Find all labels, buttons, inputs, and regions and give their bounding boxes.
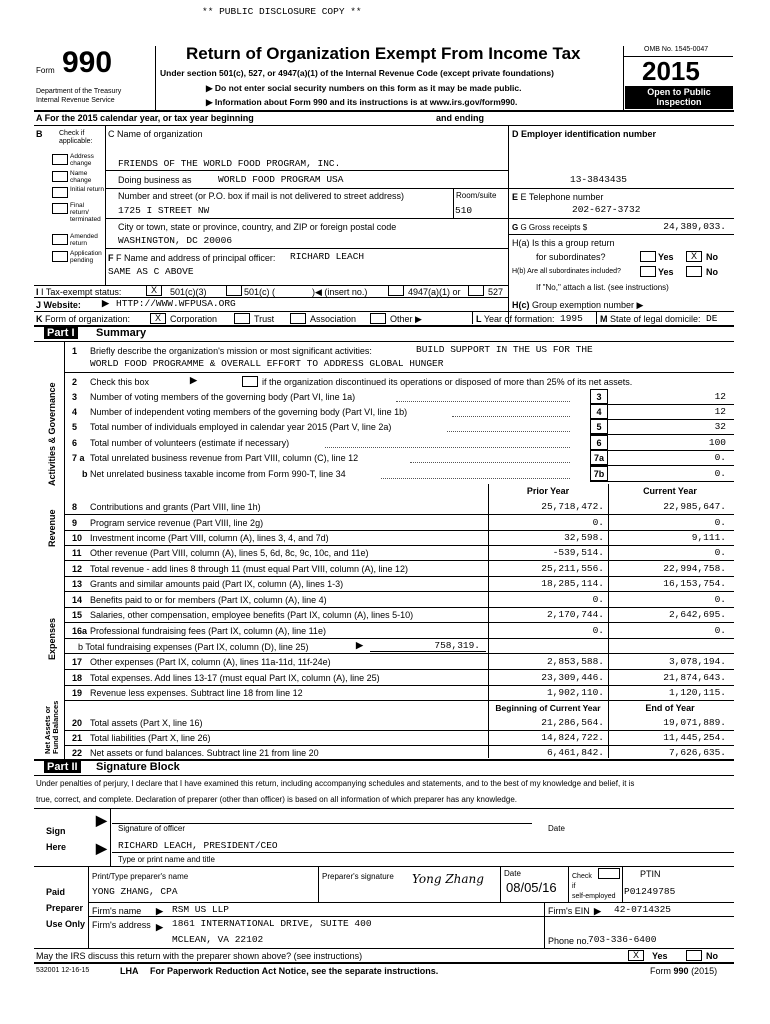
sign-arrow-1: ▶ [96,812,107,828]
net-assets-line-21-label: Total liabilities (Part X, line 26) [90,733,211,743]
signature-of-officer-label: Signature of officer [118,824,186,833]
expense-line-19-number: 19 [72,688,83,698]
beginning-of-year-header: Beginning of Current Year [495,703,601,713]
gov-line-5-number: 5 [72,422,78,432]
revenue-line-9-rule [64,530,734,531]
net-assets-line-20-current: 19,071,889. [663,717,726,728]
revenue-line-9-label: Program service revenue (Part VIII, line 2g) [90,518,264,528]
open-to-public-badge: Open to Public Inspection [625,86,733,109]
expense-line-16a-number: 16a [72,626,88,636]
applicable-label: applicable: [59,138,93,145]
amended-return-label: Amended return [70,233,98,247]
revenue-line-11-prior: -539,514. [552,547,604,558]
gross-receipts-label: G G Gross receipts $ [512,223,588,232]
omb-number: OMB No. 1545-0047 [644,46,709,53]
self-employed-checkbox[interactable] [598,868,620,879]
gov-line-8-box: 7b [590,466,608,481]
part-1-title: Summary [96,327,147,339]
firm-address-arrow: ▶ [156,922,163,932]
self-employed-label: self-employed [572,893,616,900]
subordinates-no-label: No [706,267,718,277]
phone-value: 703-336-6400 [588,934,657,945]
501c3-checkbox[interactable]: X [146,285,162,296]
group-exemption-label: H(c) Group exemption number ▶ [512,300,644,310]
gov-line-5-rule [590,434,734,435]
expense-line-16a-rule [64,638,734,639]
paid-label: Paid [46,887,66,897]
gov-line-7-value: 0. [714,452,726,463]
firm-ein-value: 42-0714325 [614,904,672,915]
expense-line-18-prior: 23,309,446. [541,672,604,683]
initial-return-checkbox[interactable] [52,187,68,198]
revenue-line-10-label: Investment income (Part VIII, column (A), lines 3, 4, and 7d) [90,533,329,543]
subordinates-note: If "No," attach a list. (see instructions) [536,283,669,292]
officer-date-label: Date [548,824,565,833]
principal-officer-address: SAME AS C ABOVE [108,266,194,277]
info-notice: ▶ Information about Form 990 and its instructions is at www.irs.gov/form990. [206,97,518,107]
revenue-line-10-current: 9,111. [691,532,726,543]
paperwork-notice: For Paperwork Reduction Act Notice, see the separate instructions. [150,966,439,976]
year-of-formation-label: L Year of formation: [476,314,555,324]
discuss-yes-checkbox[interactable]: X [628,950,644,961]
revenue-sidebar: Revenue [47,509,57,547]
line-16b-arrow: ▶ [356,640,363,650]
footer-form-label: Form 990 (2015) [650,966,718,976]
city-value: WASHINGTON, DC 20006 [118,235,233,246]
part-1-label: Part I [44,327,78,339]
website-arrow: ▶ [102,298,109,308]
line-2-arrow: ▶ [190,375,197,385]
phone-label: Phone no. [548,936,590,946]
irs-discuss-label: May the IRS discuss this return with the preparer shown above? (see instructions) [36,951,363,961]
revenue-line-9-current: 0. [714,517,726,528]
officer-name-title: RICHARD LEACH, PRESIDENT/CEO [118,840,278,851]
expense-line-19-prior: 1,902,110. [546,687,604,698]
expense-line-18-current: 21,874,643. [663,672,726,683]
lha-label: LHA [120,966,139,976]
gov-line-3-rule [590,404,734,405]
gov-line-6-leader [325,447,570,448]
address-change-checkbox[interactable] [52,154,68,165]
501c-label: 501(c) ( [244,287,276,297]
street-value: 1725 I STREET NW [118,205,210,216]
net-assets-line-21-current: 11,445,254. [663,732,726,743]
if-label: if [572,883,576,890]
tax-exempt-status-label: I I Tax-exempt status: [36,287,122,297]
gov-line-6-value: 100 [708,437,726,448]
gov-line-3-leader [396,401,571,402]
corporation-label: Corporation [170,314,218,324]
section-b-label: B [36,129,43,139]
gov-line-7-leader [410,462,570,463]
sign-label: Sign [46,826,66,836]
revenue-line-12-label: Total revenue - add lines 8 through 11 (must equal Part VIII, column (A), line 12) [90,564,408,574]
net-assets-line-20-label: Total assets (Part X, line 16) [90,718,203,728]
end-of-year-header: End of Year [645,703,695,713]
expense-line-14-label: Benefits paid to or for members (Part IX, column (A), line 4) [90,595,327,605]
principal-officer-label: F F Name and address of principal officer: [108,253,276,263]
gov-line-7-number: 7 a [72,453,85,463]
gov-line-5-label: Total number of individuals employed in calendar year 2015 (Part V, line 2a) [90,422,392,432]
preparer-signature: Yong Zhang [412,872,484,886]
revenue-line-8-current: 22,985,647. [663,501,726,512]
preparer-signature-label: Preparer's signature [322,872,394,881]
line-2-label: Check this box [90,377,150,387]
association-checkbox[interactable] [290,313,306,324]
expense-line-19-label: Revenue less expenses. Subtract line 18 from line 12 [90,688,303,698]
firm-address-label: Firm's address [92,920,151,930]
year-of-formation-value: 1995 [560,313,583,324]
net-assets-line-21-rule [64,745,734,746]
group-return-sub-label: for subordinates? [536,252,606,262]
form-label: Form [36,66,55,75]
expenses-sidebar: Expenses [47,617,57,660]
sign-arrow-2: ▶ [96,840,107,856]
officer-signature-field[interactable] [112,810,532,824]
revenue-line-9-prior: 0. [592,517,604,528]
net-assets-line-20-number: 20 [72,718,83,728]
revenue-line-10-prior: 32,598. [564,532,604,543]
form-number: 990 [62,46,113,79]
subordinates-label: H(b) Are all subordinates included? [512,268,621,275]
preparer-name-value: YONG ZHANG, CPA [92,886,178,897]
expense-line-13-label: Grants and similar amounts paid (Part IX, column (A), lines 1-3) [90,579,344,589]
dba-value: WORLD FOOD PROGRAM USA [218,174,344,185]
527-checkbox[interactable] [468,285,484,296]
gov-line-4-label: Number of independent voting members of the governing body (Part VI, line 1b) [90,407,408,417]
expense-line-13-rule [64,591,734,592]
gov-line-7-rule [590,465,734,466]
group-return-yes-checkbox[interactable] [640,251,656,262]
gov-line-6-box: 6 [590,435,608,450]
tax-year: 2015 [642,56,700,86]
other-checkbox[interactable] [370,313,386,324]
line-2-number: 2 [72,377,78,387]
firm-address-line-2: MCLEAN, VA 22102 [172,934,264,945]
group-return-label: H(a) Is this a group return [512,238,615,248]
section-c-label: C Name of organization [108,129,203,139]
website-label: J Website: [36,300,81,310]
gross-receipts-value: 24,389,033. [663,221,726,232]
firm-address-line-1: 1861 INTERNATIONAL DRIVE, SUITE 400 [172,918,372,929]
gov-line-3-label: Number of voting members of the governing body (Part VI, line 1a) [90,392,356,402]
preparer-date-value: 08/05/16 [506,880,557,895]
expense-line-19-current: 1,120,115. [668,687,726,698]
dept-irs: Internal Revenue Service [36,97,115,104]
discuss-no-label: No [706,951,718,961]
prior-year-header: Prior Year [526,486,570,496]
expense-line-16a-label: Professional fundraising fees (Part IX, column (A), line 11e) [90,626,326,636]
form-of-org-label: K Form of organization: [36,314,131,324]
expense-line-18-rule [64,685,734,686]
net-assets-line-21-prior: 14,824,722. [541,732,604,743]
line-2-text: if the organization discontinued its operations or disposed of more than 25% of its net assets. [262,377,633,387]
group-return-no-checkbox[interactable]: X [686,251,702,262]
mission-line-2: WORLD FOOD PROGRAMME & OVERALL EFFORT TO ADDRESS GLOBAL HUNGER [90,358,444,369]
amended-return-checkbox[interactable] [52,234,68,245]
revenue-line-12-current: 22,994,758. [663,563,726,574]
expense-line-17-current: 3,078,194. [668,656,726,667]
part-2-label: Part II [44,761,81,773]
trust-label: Trust [254,314,275,324]
website-value[interactable]: HTTP://WWW.WFPUSA.ORG [116,298,236,309]
preparer-label: Preparer [46,903,84,913]
revenue-line-11-number: 11 [72,548,82,558]
application-pending-label: Application pending [70,250,102,264]
expense-line-16a-prior: 0. [592,625,604,636]
group-return-yes-label: Yes [658,252,674,262]
revenue-line-12-number: 12 [72,564,83,574]
state-domicile-label: M State of legal domicile: [600,314,701,324]
expense-line-17-rule [64,669,734,670]
501c-checkbox[interactable] [226,285,242,296]
net-assets-line-22-label: Net assets or fund balances. Subtract line 21 from line 20 [90,748,319,758]
perjury-statement-1: Under penalties of perjury, I declare that I have examined this return, including accompanying schedules and statements, and to the best of my knowledge and belief, it is [36,779,635,788]
corporation-checkbox[interactable]: X [150,313,166,324]
expense-line-19-rule [64,700,734,701]
telephone-label: E E Telephone number [512,192,604,202]
trust-checkbox[interactable] [234,313,250,324]
expense-line-14-prior: 0. [592,594,604,605]
revenue-line-9-number: 9 [72,518,78,528]
gov-line-4-box: 4 [590,404,608,419]
net-assets-sidebar: Net Assets or Fund Balances [43,700,60,754]
expense-line-13-prior: 18,285,114. [541,578,604,589]
line-16b-value: 758,319. [434,640,480,651]
room-value: 510 [455,205,473,216]
gov-line-4-value: 12 [714,406,726,417]
insert-no-label: )◀ (insert no.) [312,287,368,297]
revenue-line-8-label: Contributions and grants (Part VIII, line 1h) [90,502,261,512]
gov-line-8-label: Net unrelated business taxable income from Form 990-T, line 34 [90,469,346,479]
discuss-no-checkbox[interactable] [686,950,702,961]
net-assets-line-22-prior: 6,461,842. [546,747,604,758]
revenue-line-11-current: 0. [714,547,726,558]
state-domicile-value: DE [706,313,718,324]
gov-line-8-leader [381,478,570,479]
net-assets-line-22-current: 7,626,635. [668,747,726,758]
group-return-no-label: No [706,252,718,262]
gov-line-6-number: 6 [72,438,78,448]
501c3-label: 501(c)(3) [170,287,207,297]
form-code: 532001 12-16-15 [36,967,90,974]
expense-line-17-number: 17 [72,657,83,667]
discontinued-checkbox[interactable] [242,376,258,387]
expense-line-15-rule [64,622,734,623]
net-assets-line-20-rule [64,730,734,731]
subordinates-yes-label: Yes [658,267,674,277]
gov-line-3-value: 12 [714,391,726,402]
dept-treasury: Department of the Treasury [36,88,122,95]
revenue-line-8-rule [64,514,734,515]
expense-line-14-current: 0. [714,594,726,605]
dba-label: Doing business as [118,175,192,185]
expense-line-14-number: 14 [72,595,83,605]
expense-line-18-label: Total expenses. Add lines 13-17 (must equal Part IX, column (A), line 25) [90,673,380,683]
expense-line-16a-current: 0. [714,625,726,636]
ptin-value: P01249785 [624,886,676,897]
expense-line-14-rule [64,607,734,608]
net-assets-line-20-prior: 21,286,564. [541,717,604,728]
current-year-header: Current Year [643,486,697,496]
gov-line-6-label: Total number of volunteers (estimate if necessary) [90,438,290,448]
gov-line-4-leader [452,416,570,417]
firm-name-arrow: ▶ [156,906,163,916]
firm-name-value: RSM US LLP [172,904,230,915]
expense-line-15-current: 2,642,695. [668,609,726,620]
form-title: Return of Organization Exempt From Income Tax [186,44,581,63]
street-label: Number and street (or P.O. box if mail is not delivered to street address) [118,191,404,201]
expense-line-17-prior: 2,853,588. [546,656,604,667]
gov-line-8-rule [590,481,734,482]
4947a1-label: 4947(a)(1) or [408,287,461,297]
public-disclosure-note: ** PUBLIC DISCLOSURE COPY ** [202,6,362,17]
association-label: Association [310,314,357,324]
gov-line-4-rule [590,419,734,420]
mission-line-1: BUILD SUPPORT IN THE US FOR THE [416,344,593,355]
check-label: Check [572,873,592,880]
line-a-label: A For the 2015 calendar year, or tax year beginning [36,113,254,123]
gov-line-5-box: 5 [590,419,608,434]
room-label: Room/suite [456,191,497,200]
expense-line-15-prior: 2,170,744. [546,609,604,620]
gov-line-3-number: 3 [72,392,78,402]
revenue-line-10-rule [64,545,734,546]
gov-line-8-number: b [82,469,88,479]
firm-name-label: Firm's name [92,906,142,916]
net-assets-line-21-number: 21 [72,733,83,743]
form-subtitle: Under section 501(c), 527, or 4947(a)(1) of the Internal Revenue Code (except private foundations) [160,68,554,78]
4947a1-checkbox[interactable] [388,285,404,296]
firm-ein-arrow: ▶ [594,906,601,916]
revenue-line-12-prior: 25,211,556. [541,563,604,574]
other-label: Other ▶ [390,314,422,324]
line-1-number: 1 [72,346,78,356]
line-1-label: Briefly describe the organization's mission or most significant activities: [90,346,372,356]
section-d-label: D Employer identification number [512,129,657,139]
gov-line-7-box: 7a [590,450,608,465]
and-ending-label: and ending [436,113,484,123]
line-16b-label: b Total fundraising expenses (Part IX, column (D), line 25) [78,642,309,652]
final-return-checkbox[interactable] [52,203,68,214]
gov-line-4-number: 4 [72,407,78,417]
revenue-line-11-rule [64,560,734,561]
revenue-line-12-rule [64,576,734,577]
preparer-date-label: Date [504,869,521,878]
gov-line-8-value: 0. [714,468,726,479]
initial-return-label: Initial return [70,186,104,193]
expense-line-13-number: 13 [72,579,83,589]
firm-ein-label: Firm's EIN [548,906,590,916]
subordinates-yes-checkbox[interactable] [640,266,656,277]
name-change-label: Name change [70,170,92,184]
perjury-statement-2: true, correct, and complete. Declaration of preparer (other than officer) is based on all information of which preparer has any knowledge. [36,795,517,804]
revenue-line-10-number: 10 [72,533,83,543]
application-pending-checkbox[interactable] [52,251,68,262]
expense-line-15-label: Salaries, other compensation, employee benefits (Part IX, column (A), lines 5-10) [90,610,414,620]
discuss-yes-label: Yes [652,951,668,961]
revenue-line-8-prior: 25,718,472. [541,501,604,512]
principal-officer-value: RICHARD LEACH [290,251,365,262]
preparer-name-label: Print/Type preparer's name [92,872,189,881]
check-if-label: Check if [59,130,85,137]
subordinates-no-checkbox[interactable] [686,266,702,277]
ptin-label: PTIN [640,869,661,879]
net-assets-line-22-number: 22 [72,748,83,758]
here-label: Here [46,842,67,852]
telephone-value: 202-627-3732 [572,204,641,215]
city-label: City or town, state or province, country, and ZIP or foreign postal code [118,222,397,232]
address-change-label: Address change [70,153,94,167]
type-name-label: Type or print name and title [118,855,215,864]
gov-line-7-label: Total unrelated business revenue from Part VIII, column (C), line 12 [90,453,359,463]
activities-governance-sidebar: Activities & Governance [47,382,57,486]
gov-line-6-rule [590,450,734,451]
revenue-line-11-label: Other revenue (Part VIII, column (A), lines 5, 6d, 8c, 9c, 10c, and 11e) [90,548,369,558]
expense-line-13-current: 16,153,754. [663,578,726,589]
gov-line-5-leader [447,431,570,432]
use-only-label: Use Only [46,919,86,929]
gov-line-3-box: 3 [590,389,608,404]
revenue-line-8-number: 8 [72,502,78,512]
expense-line-17-label: Other expenses (Part IX, column (A), lines 11a-11d, 11f-24e) [90,657,331,667]
part-2-title: Signature Block [96,761,180,773]
527-label: 527 [488,287,504,297]
name-change-checkbox[interactable] [52,171,68,182]
final-return-label: Final return/ terminated [70,202,101,223]
expense-line-18-number: 18 [72,673,83,683]
org-name-value: FRIENDS OF THE WORLD FOOD PROGRAM, INC. [118,158,341,169]
gov-line-5-value: 32 [714,421,726,432]
expense-line-15-number: 15 [72,610,83,620]
ein-value: 13-3843435 [570,174,628,185]
ssn-notice: ▶ Do not enter social security numbers on this form as it may be made public. [206,83,522,93]
